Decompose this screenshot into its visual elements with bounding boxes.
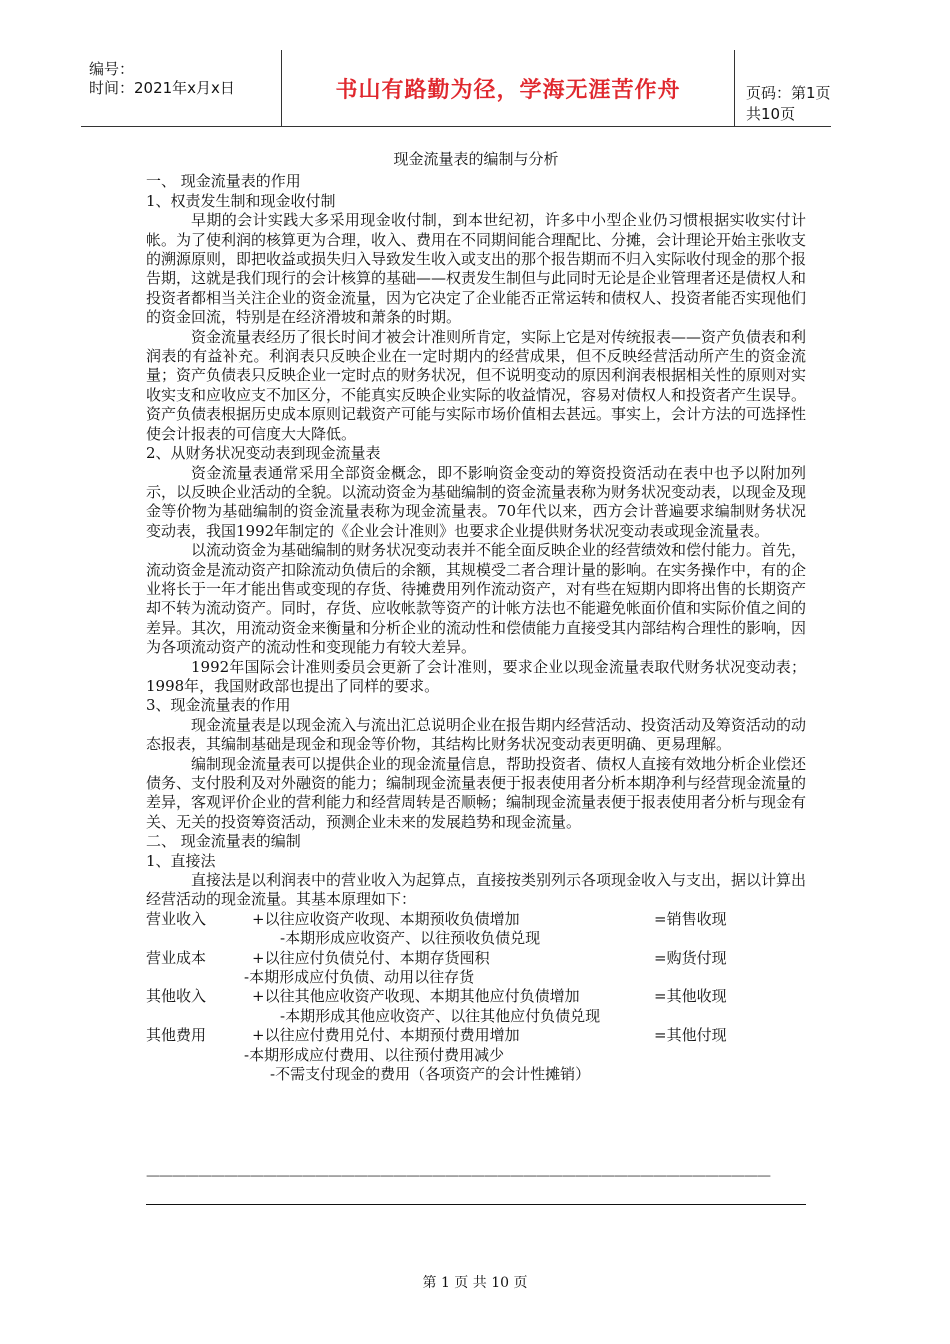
formula-minus-term: -本期形成应收资产、以往预收负债兑现 (280, 929, 541, 948)
paragraph: 资金流量表通常采用全部资金概念，即不影响资金变动的筹资投资活动在表中也予以附加列示，以反映企业活动的全貌。以流动资金为基础编制的资金流量表称为财务状况变动表，以现金及现金等价物为基础编制的资金流量表称为现金流量表。70年代以来，西方会计普遍要求编制财务状况变动表，我国1992年制定的《企业会计准则》也要求企业提供财务状况变动表或现金流量表。 (146, 463, 807, 540)
formula-item-name: 其他收入 (146, 987, 207, 1006)
doc-date-label: 时间：2021年x月x日 (89, 79, 235, 97)
paragraph: 资金流量表经历了很长时间才被会计准则所肯定，实际上它是对传统报表——资产负债表和利润表的有益补充。利润表只反映企业在一定时期内的经营成果，但不反映经营活动所产生的资金流量；资产负债表只反映企业一定时点的财务状况，但不说明变动的原因利润表根据相关性的原则对实收实支和应收应支不加区分，不能真实反映企业实际的收益情况，容易对债权人和投资者产生误导。资产负债表根据历史成本原则记载资产可能与实际市场价值相去甚远。事实上，会计方法的可选择性使会计报表的可信度大大降低。 (146, 327, 807, 443)
paragraph: 早期的会计实践大多采用现金收付制，到本世纪初，许多中小型企业仍习惯根据实收实付计帐。为了使利润的核算更为合理，收入、费用在不同期间能合理配比、分摊，会计理论开始主张收支的溯源原则，即把收益或损失归入导致发生收入或支出的那个报告期而不归入实际收付现金的那个报告期，这就是我们现行的会计核算的基础——权责发生制但与此同时无论是企业管理者还是债权人和投资者都相当关注企业的资金流量，因为它决定了企业能否正常运转和债权人、投资者能否实现他们的资金回流，特别是在经济滑坡和萧条的时期。 (146, 211, 807, 327)
formula-result: =销售收现 (654, 909, 727, 928)
formula-row (146, 949, 806, 988)
bottom-rule (146, 1204, 806, 1205)
subsection-heading-1-3: 3、现金流量表的作用 (146, 696, 291, 715)
page-header (81, 50, 831, 127)
formula-plus-term: +以往应付负债兑付、本期存货囤积 (252, 948, 490, 967)
formula-item-name: 营业成本 (146, 948, 207, 967)
formula-minus-term: -本期形成应付费用、以往预付费用减少 (244, 1045, 505, 1064)
formula-result: =其他收现 (654, 987, 727, 1006)
formula-row (146, 910, 806, 949)
subsection-heading-2-1: 1、直接法 (146, 851, 216, 870)
header-motto: 书山有路勤为径，学海无涯苦作舟 (335, 77, 681, 103)
section-heading-2: 二、 现金流量表的编制 (146, 832, 301, 851)
formula-plus-term: +以往应收资产收现、本期预收负债增加 (252, 909, 520, 928)
paragraph: 1992年国际会计准则委员会更新了会计准则，要求企业以现金流量表取代财务状况变动表；1998年，我国财政部也提出了同样的要求。 (146, 657, 806, 695)
formula-minus-term: -本期形成应付负债、动用以往存货 (244, 968, 475, 987)
formula-result: =其他付现 (654, 1026, 727, 1045)
formula-plus-term: +以往其他应收资产收现、本期其他应付负债增加 (252, 987, 580, 1006)
formula-minus-term: -本期形成其他应收资产、以往其他应付负债兑现 (280, 1006, 601, 1025)
formula-plus-term: +以往应付费用兑付、本期预付费用增加 (252, 1026, 520, 1045)
header-left (89, 60, 235, 98)
formula-item-name: 其他费用 (146, 1026, 207, 1045)
paragraph: 现金流量表是以现金流入与流出汇总说明企业在报告期内经营活动、投资活动及筹资活动的动态报表，其编制基础是现金和现金等价物，其结构比财务状况变动表更明确、更易理解。 (146, 715, 807, 754)
section-heading-1: 一、 现金流量表的作用 (146, 172, 301, 191)
document-body (146, 150, 806, 1084)
subsection-heading-1-2: 2、从财务状况变动表到现金流量表 (146, 444, 381, 463)
formula-result: =购货付现 (654, 948, 727, 967)
formula-row (146, 987, 806, 1026)
header-motto-box (281, 50, 735, 126)
doc-number-label: 编号： (89, 60, 135, 78)
formula-row (146, 1026, 806, 1084)
subsection-heading-1-1: 1、权责发生制和现金收付制 (146, 191, 336, 210)
formula-minus-term: -不需支付现金的费用（各项资产的会计性摊销） (270, 1065, 591, 1084)
formula-item-name: 营业收入 (146, 909, 207, 928)
header-page-code: 页码：第1页 共10页 (746, 84, 831, 123)
paragraph: 以流动资金为基础编制的财务状况变动表并不能全面反映企业的经营绩效和偿付能力。首先，流动资金是流动资产扣除流动负债后的余额，其规模受二者合理计量的影响。在实务操作中，有的企业将长于一年才能出售或变现的存货、待摊费用列作流动资产，对有些在短期内即将出售的长期资产却不转为流动资产。同时，存货、应收帐款等资产的计帐方法也不能避免帐面价值和实际价值之间的差异。其次，用流动资金来衡量和分析企业的流动性和偿债能力直接受其内部结构合理性的影响，因为各项流动资产的流动性和变现能力有较大差异。 (146, 541, 807, 657)
dash-separator: ———————————————————————————————————————————————— (146, 1168, 770, 1184)
paragraph: 直接法是以利润表中的营业收入为起算点，直接按类别列示各项现金收入与支出，据以计算出经营活动的现金流量。其基本原理如下： (146, 871, 807, 909)
paragraph: 编制现金流量表可以提供企业的现金流量信息，帮助投资者、债权人直接有效地分析企业偿还债务、支付股利及对外融资的能力；编制现金流量表便于报表使用者分析本期净利与经营现金流量的差异，客观评价企业的营利能力和经营周转是否顺畅；编制现金流量表便于报表使用者分析与现金有关、无关的投资筹资活动，预测企业未来的发展趋势和现金流量。 (146, 754, 807, 831)
document-title: 现金流量表的编制与分析 (393, 150, 559, 168)
page-footer: 第 1 页 共 10 页 (422, 1275, 528, 1291)
